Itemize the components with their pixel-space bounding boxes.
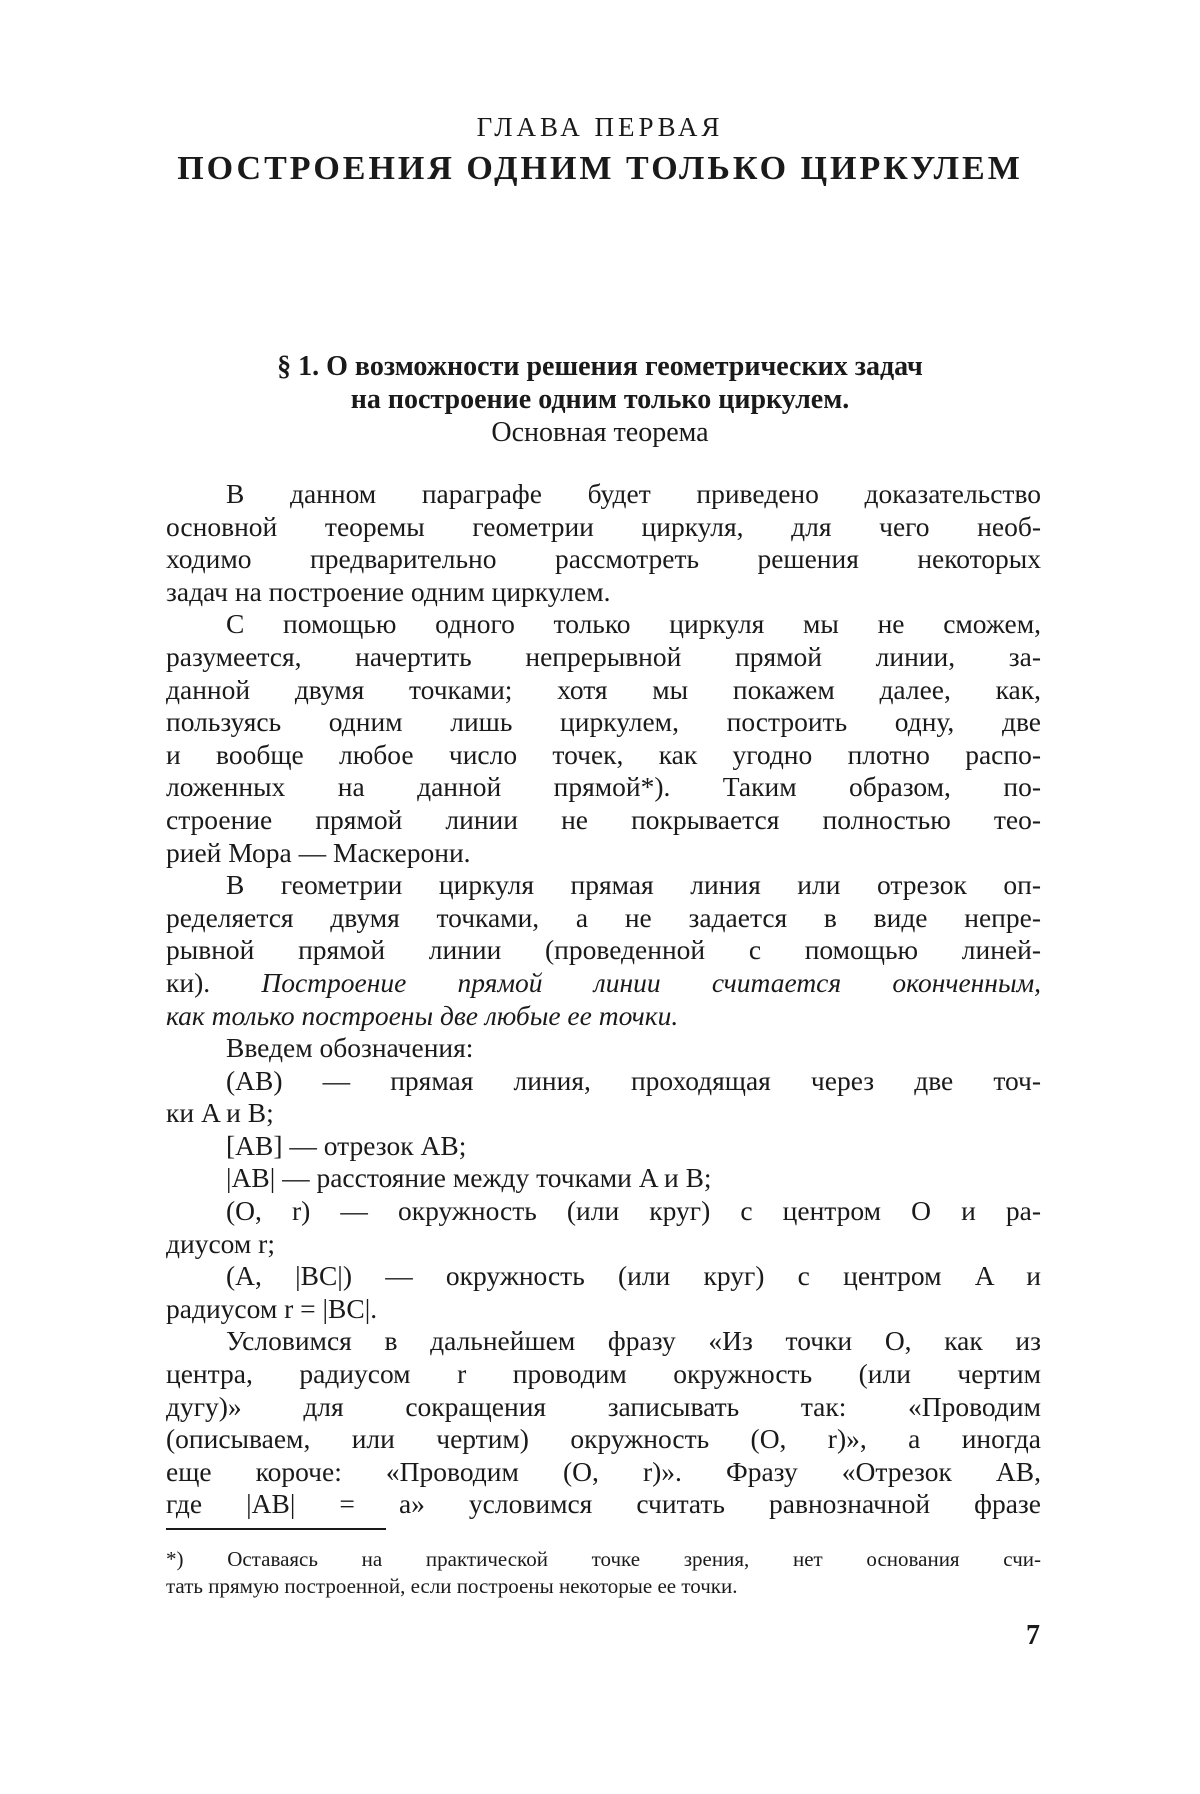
- paragraph-3-plain-fragment: ки).: [166, 966, 211, 998]
- paragraph-2-line: С помощью одного только циркуля мы не сможем,: [226, 608, 1041, 640]
- paragraph-1-line: ходимо предварительно рассмотреть решения некоторых: [166, 543, 1041, 575]
- paragraph-5-line: еще короче: «Проводим (O, r)». Фразу «Отрезок AB,: [166, 1455, 1041, 1487]
- chapter-title: ПОСТРОЕНИЯ ОДНИМ ТОЛЬКО ЦИРКУЛЕМ: [177, 150, 1023, 187]
- paragraph-2-line: разумеется, начертить непрерывной прямой линии, за-: [166, 640, 1041, 672]
- notation-intro: Введем обозначения:: [226, 1032, 474, 1064]
- paragraph-5-line: дугу)» для сокращения записывать так: «Проводим: [166, 1390, 1041, 1422]
- paragraph-1-line: задач на построение одним циркулем.: [166, 575, 611, 607]
- paragraph-1-line: В данном параграфе будет приведено доказательство: [226, 478, 1041, 509]
- section-title-line-2: на построение одним только циркулем.: [350, 384, 850, 415]
- notation-circle: (O, r) — окружность (или круг) с центром O и ра-: [226, 1195, 1041, 1227]
- body-text: [166, 478, 1041, 1521]
- section-title-line-3: Основная теорема: [491, 417, 709, 448]
- paragraph-5-line: центра, радиусом r проводим окружность (или чертим: [166, 1358, 1041, 1390]
- paragraph-3-italic-fragment: Построение прямой линии считается оконченным,: [261, 966, 1041, 998]
- notation-line-segment-line: ки A и B;: [166, 1097, 274, 1129]
- page-number: 7: [1026, 1620, 1040, 1651]
- paragraph-2-line: ложенных на данной прямой*). Таким образом, по-: [166, 771, 1041, 803]
- footnote-line: *) Оставаясь на практической точке зрения, нет основания счи-: [166, 1547, 1041, 1571]
- paragraph-2-line: данной двумя точками; хотя мы покажем далее, как,: [166, 673, 1041, 705]
- notation-segment: [AB] — отрезок AB;: [226, 1129, 467, 1161]
- notation-circle-radius: радиусом r = |BC|.: [166, 1292, 378, 1324]
- footnote-line: тать прямую построенной, если построены некоторые ее точки.: [166, 1574, 738, 1598]
- paragraph-3-line-mixed: [166, 967, 1041, 1000]
- notation-circle-radius: (A, |BC|) — окружность (или круг) с центром A и: [226, 1260, 1041, 1292]
- paragraph-3-line: рывной прямой линии (проведенной с помощью линей-: [166, 934, 1041, 966]
- paragraph-3-line: ределяется двумя точками, а не задается в виде непре-: [166, 901, 1041, 933]
- paragraph-2-line: пользуясь одним лишь циркулем, построить одну, две: [166, 706, 1041, 738]
- footnote: [166, 1546, 1041, 1600]
- paragraph-5-line: Условимся в дальнейшем фразу «Из точки O, как из: [226, 1325, 1041, 1357]
- paragraph-2-line: рией Мора — Маскерони.: [166, 836, 471, 868]
- paragraph-3-line: В геометрии циркуля прямая линия или отрезок оп-: [226, 869, 1041, 901]
- section-title: [160, 350, 1040, 449]
- paragraph-1-line: основной теоремы геометрии циркуля, для чего необ-: [166, 510, 1041, 542]
- paragraph-2-line: строение прямой линии не покрывается полностью тео-: [166, 803, 1041, 835]
- footnote-divider: [166, 1528, 386, 1530]
- chapter-label: ГЛАВА ПЕРВАЯ: [476, 112, 724, 142]
- paragraph-5-line: (описываем, или чертим) окружность (O, r)», а иногда: [166, 1423, 1041, 1455]
- paragraph-2-line: и вообще любое число точек, как угодно плотно распо-: [166, 738, 1041, 770]
- paragraph-3-line-italic: как только построены две любые ее точки.: [166, 999, 679, 1031]
- notation-distance: |AB| — расстояние между точками A и B;: [226, 1162, 712, 1194]
- section-title-line-1: § 1. О возможности решения геометрических задач: [277, 351, 923, 382]
- paragraph-5-line: где |AB| = a» условимся считать равнозначной фразе: [166, 1488, 1041, 1520]
- notation-line-segment-line: (AB) — прямая линия, проходящая через две точ-: [226, 1064, 1041, 1096]
- notation-circle: диусом r;: [166, 1227, 275, 1259]
